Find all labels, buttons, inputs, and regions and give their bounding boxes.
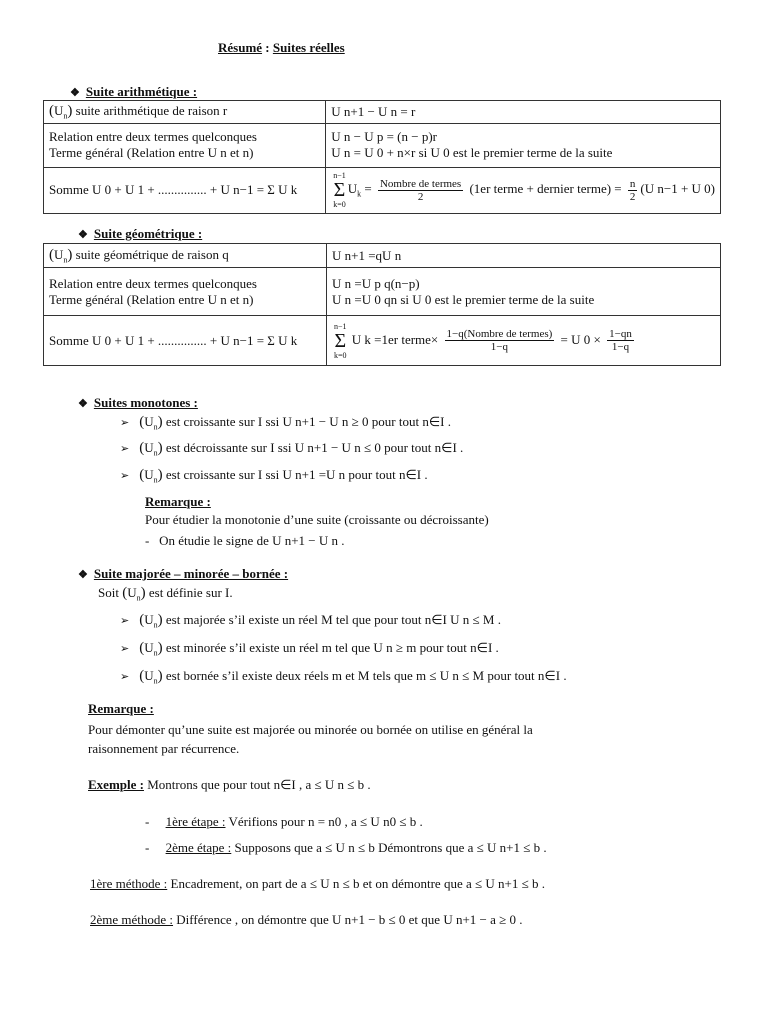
mono-remark-item: - On étudie le signe de U n+1 − U n . (145, 533, 345, 548)
bound-item-1: ➢ $(U_n)$ est majorée s’il existe un réel M tel que pour tout n∈I U n ≤ M . (120, 612, 501, 630)
page-title: Résumé : Suites réelles (218, 40, 345, 55)
method2-line: 2ème méthode : Différence , on démontre que U n+1 − b ≤ 0 et que U n+1 − a ≥ 0 . (90, 912, 523, 927)
remark2-title: Remarque : (88, 701, 154, 716)
diamond-bullet-icon: ❖ (78, 229, 88, 241)
mono-heading: ❖ Suites monotones : (78, 395, 198, 410)
title-resume: Résumé (218, 40, 263, 55)
arith-r1-right: U n+1 − U n = r (326, 101, 721, 124)
diamond-bullet-icon: ❖ (78, 398, 88, 410)
title-topic: Suites réelles (272, 40, 345, 55)
example-step1: - 1ère étape : Vérifions pour n = n0 , a ≤ U n0 ≤ b . (145, 814, 423, 829)
arith-r2-left: Relation entre deux termes quelconques Terme général (Relation entre U n et n) (44, 123, 326, 167)
bound-intro: Soit $(U_n)$ est définie sur I. (98, 585, 233, 603)
mono-remark-text: Pour étudier la monotonie d’une suite (croissante ou décroissante) (145, 512, 489, 527)
mono-item-1: ➢ $(U_n)$ est croissante sur I ssi U n+1 − U n ≥ 0 pour tout n∈I . (120, 414, 452, 432)
arrow-bullet-icon: ➢ (120, 671, 130, 683)
example-step2: - 2ème étape : Supposons que a ≤ U n ≤ b Démontrons que a ≤ U n+1 ≤ b . (145, 840, 547, 855)
bound-item-2: ➢ $(U_n)$ est minorée s’il existe un réel m tel que U n ≥ m pour tout n∈I . (120, 640, 499, 658)
bound-heading: ❖ Suite majorée – minorée – bornée : (78, 566, 289, 581)
arith-sum-fraction: $\frac{\text{Nombre de termes}}{2}$ (379, 177, 462, 203)
bound-item-3: ➢ $(U_n)$ est bornée s’il existe deux réels m et M tels que m ≤ U n ≤ M pour tout n∈I . (120, 668, 567, 686)
example-line: Exemple : Montrons que pour tout n∈I , a ≤ U n ≤ b . (88, 777, 371, 792)
arith-r1-left: $(U_n)$ suite arithmétique de raison r (44, 101, 326, 124)
arith-r3-right: n−1 Σ k=0 $U_k$ = $\frac{\text{Nombre de termes}}{2}$ (1er terme + dernier terme) = $\frac{n}{2}$ (U n−1 + U 0) (326, 167, 721, 213)
arith-heading: ❖ Suite arithmétique : (70, 84, 198, 99)
geo-r1-left: $(U_n)$ suite géométrique de raison q (44, 244, 327, 268)
arrow-bullet-icon: ➢ (120, 615, 130, 627)
geo-r3-left: Somme U 0 + U 1 + ............... + U n−1 = Σ U k (44, 316, 327, 366)
geo-heading: ❖ Suite géométrique : (78, 226, 203, 241)
remark2-line1: Pour démonter qu’une suite est majorée ou minorée ou bornée on utilise en général la (88, 722, 533, 737)
arith-r2-right: U n − U p = (n − p)r U n = U 0 + n×r si U 0 est le premier terme de la suite (326, 123, 721, 167)
arrow-bullet-icon: ➢ (120, 417, 130, 429)
geo-table (43, 243, 721, 366)
arith-table (43, 100, 721, 214)
mono-remark-title: Remarque : (145, 494, 211, 509)
sum-symbol-icon: n−1 Σ k=0 (333, 171, 346, 210)
diamond-bullet-icon: ❖ (78, 569, 88, 581)
geo-r3-right: n−1 Σ k=0 U k =1er terme× $\frac{\text{1−q(Nombre de termes)}}{1-q}$ = U 0 × $\frac{1-qn}{1-q}$ (327, 316, 721, 366)
arith-r3-left: Somme U 0 + U 1 + ............... + U n−1 = Σ U k (44, 167, 326, 213)
mono-item-2: ➢ $(U_n)$ est décroissante sur I ssi U n+1 − U n ≤ 0 pour tout n∈I . (120, 440, 464, 458)
geo-r2-right: U n =U p q(n−p) U n =U 0 qn si U 0 est le premier terme de la suite (327, 268, 721, 316)
geo-r2-left: Relation entre deux termes quelconques Terme général (Relation entre U n et n) (44, 268, 327, 316)
geo-r1-right: U n+1 =qU n (327, 244, 721, 268)
arrow-bullet-icon: ➢ (120, 470, 130, 482)
arrow-bullet-icon: ➢ (120, 443, 130, 455)
sum-symbol-icon: n−1 Σ k=0 (334, 321, 347, 360)
arrow-bullet-icon: ➢ (120, 643, 130, 655)
diamond-bullet-icon: ❖ (70, 87, 80, 99)
remark2-line2: raisonnement par récurrence. (88, 741, 240, 756)
method1-line: 1ère méthode : Encadrement, on part de a ≤ U n ≤ b et on démontre que a ≤ U n+1 ≤ b . (90, 876, 545, 891)
mono-item-3: ➢ $(U_n)$ est croissante sur I ssi U n+1 =U n pour tout n∈I . (120, 467, 428, 485)
geo-sum-fraction: $\frac{\text{1−q(Nombre de termes)}}{1-q}$ (446, 328, 553, 353)
